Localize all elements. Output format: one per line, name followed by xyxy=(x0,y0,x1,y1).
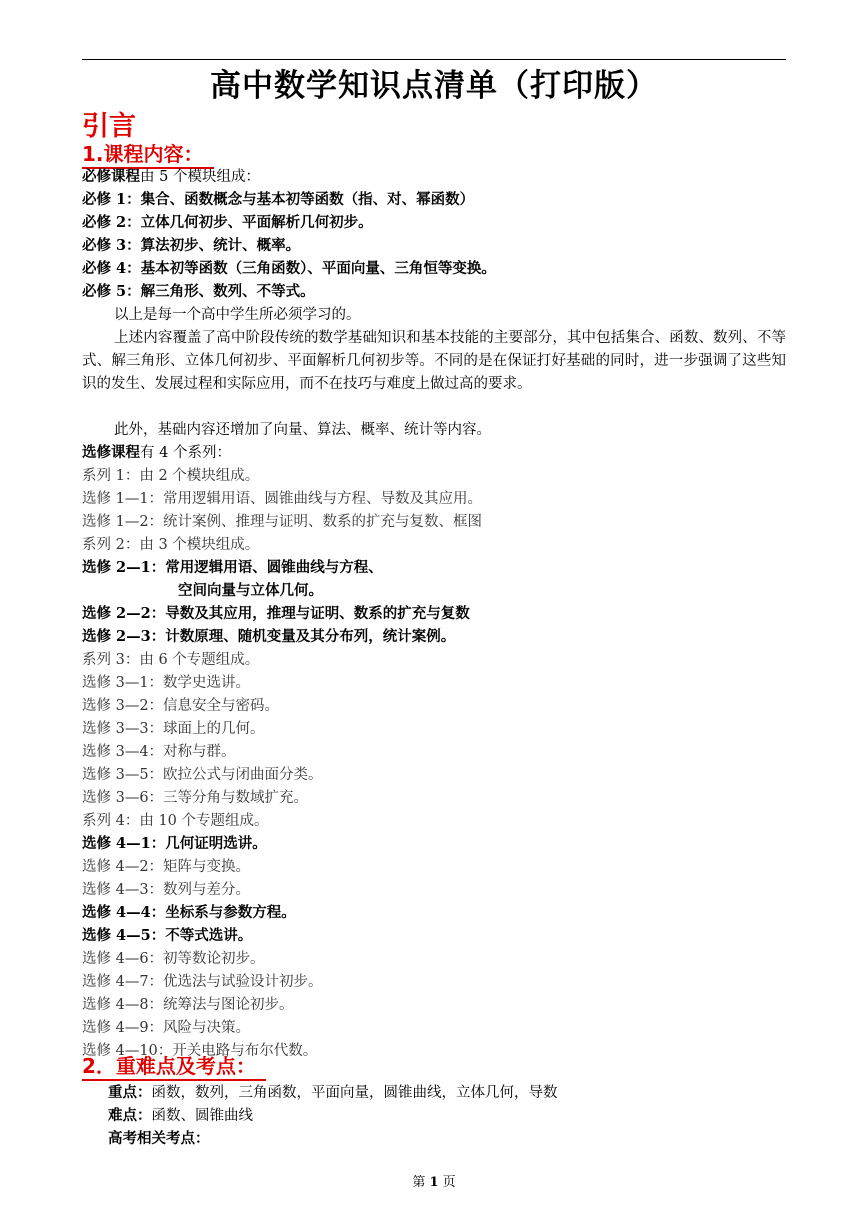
elective-line: 系列 1：由 2 个模块组成。 xyxy=(82,468,260,484)
elective-line: 选修 4—3：数列与差分。 xyxy=(82,882,251,898)
elective-line: 空间向量与立体几何。 xyxy=(178,582,323,599)
elective-line: 选修 1—1：常用逻辑用语、圆锥曲线与方程、导数及其应用。 xyxy=(82,491,483,507)
difficulty-line xyxy=(108,1105,253,1127)
page-number: 1 xyxy=(429,1175,439,1190)
required-label: 必修课程 xyxy=(82,168,140,185)
section-intro-heading: 引言 xyxy=(82,111,136,142)
elective-line: 系列 3：由 6 个专题组成。 xyxy=(82,652,260,668)
elective-line: 选修 4—7：优选法与试验设计初步。 xyxy=(82,974,323,990)
elective-line: 选修 2—2：导数及其应用，推理与证明、数系的扩充与复数 xyxy=(82,605,470,622)
required-note: 以上是每一个高中学生所必须学习的。 xyxy=(114,307,361,323)
elective-line: 选修 3—3：球面上的几何。 xyxy=(82,721,265,737)
focus-label: 重点： xyxy=(108,1084,152,1101)
difficulty-label: 难点： xyxy=(108,1107,152,1124)
elective-line: 系列 2：由 3 个模块组成。 xyxy=(82,537,260,553)
page-title: 高中数学知识点清单（打印版） xyxy=(210,68,658,104)
footer-prefix: 第 xyxy=(412,1175,426,1190)
elective-line: 选修 2—1：常用逻辑用语、圆锥曲线与方程、 xyxy=(82,559,383,576)
elective-label: 选修课程 xyxy=(82,444,140,461)
elective-intro-text: 有 4 个系列： xyxy=(140,445,231,461)
required-paragraph: 上述内容覆盖了高中阶段传统的数学基础知识和基本技能的主要部分，其中包括集合、函数、数列、不等式、解三角形、立体几何初步、平面解析几何初步等。不同的是在保证打好基础的同时，进一步强调了这些知识的发生、发展过程和实际应用，而不在技巧与难度上做过高的要求。 xyxy=(82,330,786,392)
footer-suffix: 页 xyxy=(442,1175,456,1190)
focus-line xyxy=(108,1082,558,1104)
elective-line: 选修 4—4：坐标系与参数方程。 xyxy=(82,904,296,921)
elective-line: 选修 4—2：矩阵与变换。 xyxy=(82,859,251,875)
elective-line: 选修 4—10：开关电路与布尔代数。 xyxy=(82,1043,318,1059)
difficulty-text: 函数、圆锥曲线 xyxy=(151,1108,253,1124)
elective-line: 选修 4—6：初等数论初步。 xyxy=(82,951,265,967)
required-intro-text: 由 5 个模块组成： xyxy=(140,169,260,185)
required-module: 必修 4：基本初等函数（三角函数）、平面向量、三角恒等变换。 xyxy=(82,260,496,277)
required-module: 必修 2：立体几何初步、平面解析几何初步。 xyxy=(82,214,373,231)
required-paragraph-2: 此外，基础内容还增加了向量、算法、概率、统计等内容。 xyxy=(114,422,491,438)
elective-line: 选修 3—4：对称与群。 xyxy=(82,744,236,760)
elective-line: 选修 4—8：统筹法与图论初步。 xyxy=(82,997,294,1013)
required-module: 必修 5：解三角形、数列、不等式。 xyxy=(82,283,315,300)
section-key-points-heading: 2．重难点及考点： xyxy=(82,1054,266,1081)
elective-line: 选修 2—3：计数原理、随机变量及其分布列，统计案例。 xyxy=(82,628,456,645)
required-module: 必修 1：集合、函数概念与基本初等函数（指、对、幂函数） xyxy=(82,191,475,208)
elective-line: 选修 3—5：欧拉公式与闭曲面分类。 xyxy=(82,767,323,783)
elective-intro xyxy=(82,442,231,464)
elective-line: 选修 4—9：风险与决策。 xyxy=(82,1020,251,1036)
elective-line: 系列 4：由 10 个专题组成。 xyxy=(82,813,269,829)
focus-text: 函数，数列，三角函数，平面向量，圆锥曲线，立体几何，导数 xyxy=(151,1085,558,1101)
elective-line: 选修 1—2：统计案例、推理与证明、数系的扩充与复数、框图 xyxy=(82,514,483,530)
required-module: 必修 3：算法初步、统计、概率。 xyxy=(82,237,301,254)
required-intro xyxy=(82,166,260,188)
section-course-heading: 1.课程内容： xyxy=(82,142,214,169)
page-footer xyxy=(0,1171,868,1190)
elective-line: 选修 3—2：信息安全与密码。 xyxy=(82,698,280,714)
exam-points-label: 高考相关考点： xyxy=(108,1130,210,1147)
elective-line: 选修 4—1：几何证明选讲。 xyxy=(82,835,267,852)
elective-line: 选修 4—5：不等式选讲。 xyxy=(82,927,253,944)
elective-line: 选修 3—6：三等分角与数域扩充。 xyxy=(82,790,309,806)
elective-line: 选修 3—1：数学史选讲。 xyxy=(82,675,251,691)
